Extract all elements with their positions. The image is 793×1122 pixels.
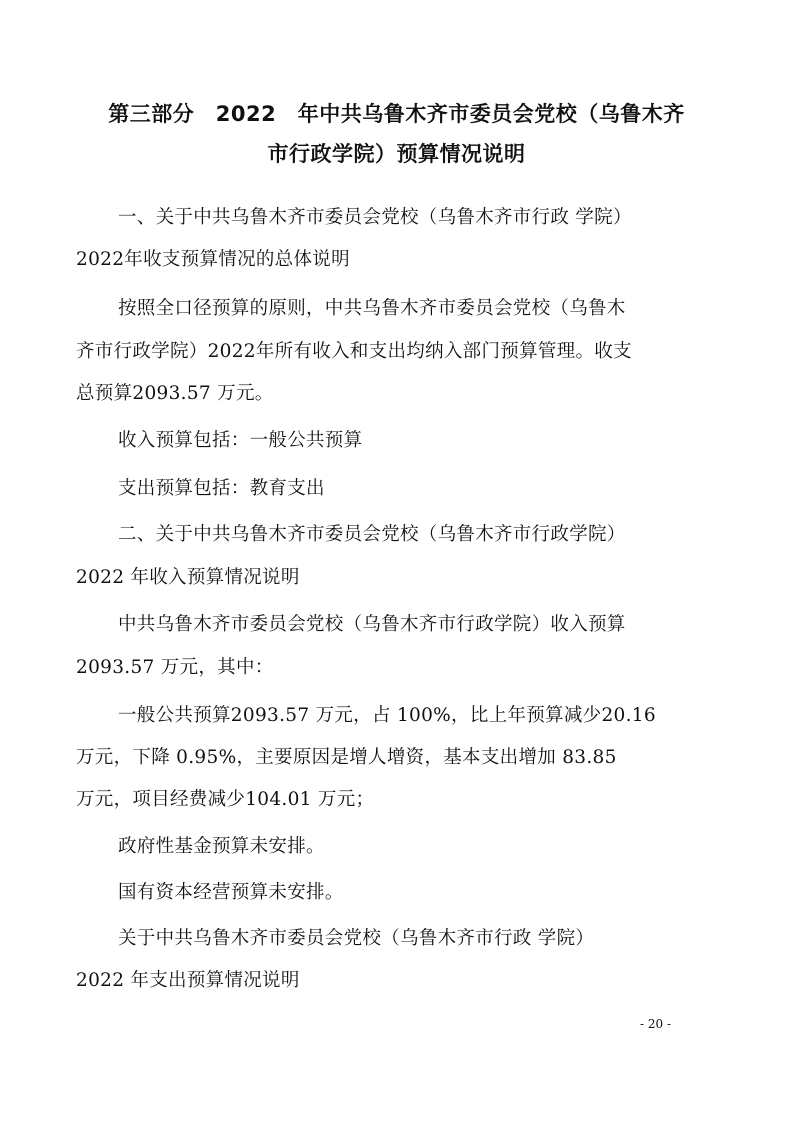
paragraph-line: 一般公共预算2093.57 万元，占 100%，比上年预算减少20.16 xyxy=(118,705,656,726)
paragraph-line: 齐市行政学院）2022年所有收入和支出均纳入部门预算管理。收支 xyxy=(76,341,632,362)
section-1-heading-line-2: 2022年收支预算情况的总体说明 xyxy=(76,249,350,270)
state-capital-line: 国有资本经营预算未安排。 xyxy=(118,882,344,903)
paragraph-line: 万元，下降 0.95%，主要原因是增人增资，基本支出增加 83.85 xyxy=(76,747,617,768)
government-fund-line: 政府性基金预算未安排。 xyxy=(118,836,325,857)
paragraph-line: 中共乌鲁木齐市委员会党校（乌鲁木齐市行政学院）收入预算 xyxy=(118,614,626,635)
paragraph-line: 万元，项目经费减少104.01 万元； xyxy=(76,789,375,810)
page-number: - 20 - xyxy=(640,1017,672,1031)
expenditure-budget-line: 支出预算包括：教育支出 xyxy=(118,478,325,499)
document-title-line-2: 市行政学院）预算情况说明 xyxy=(267,142,526,166)
paragraph-line: 2093.57 万元，其中： xyxy=(76,657,274,678)
paragraph-line: 总预算2093.57 万元。 xyxy=(76,383,274,404)
income-budget-line: 收入预算包括：一般公共预算 xyxy=(118,430,363,451)
paragraph-line: 按照全口径预算的原则，中共乌鲁木齐市委员会党校（乌鲁木 xyxy=(118,298,626,319)
section-2-heading-line-2: 2022 年收入预算情况说明 xyxy=(76,567,300,588)
document-title-line-1: 第三部分 2022 年中共乌鲁木齐市委员会党校（乌鲁木齐 xyxy=(108,102,685,126)
section-3-heading-line-1: 关于中共乌鲁木齐市委员会党校（乌鲁木齐市行政 学院） xyxy=(118,928,595,949)
section-1-heading-line-1: 一、关于中共乌鲁木齐市委员会党校（乌鲁木齐市行政 学院） xyxy=(118,207,632,228)
section-2-heading-line-1: 二、关于中共乌鲁木齐市委员会党校（乌鲁木齐市行政学院） xyxy=(118,524,626,545)
section-3-heading-line-2: 2022 年支出预算情况说明 xyxy=(76,970,300,991)
